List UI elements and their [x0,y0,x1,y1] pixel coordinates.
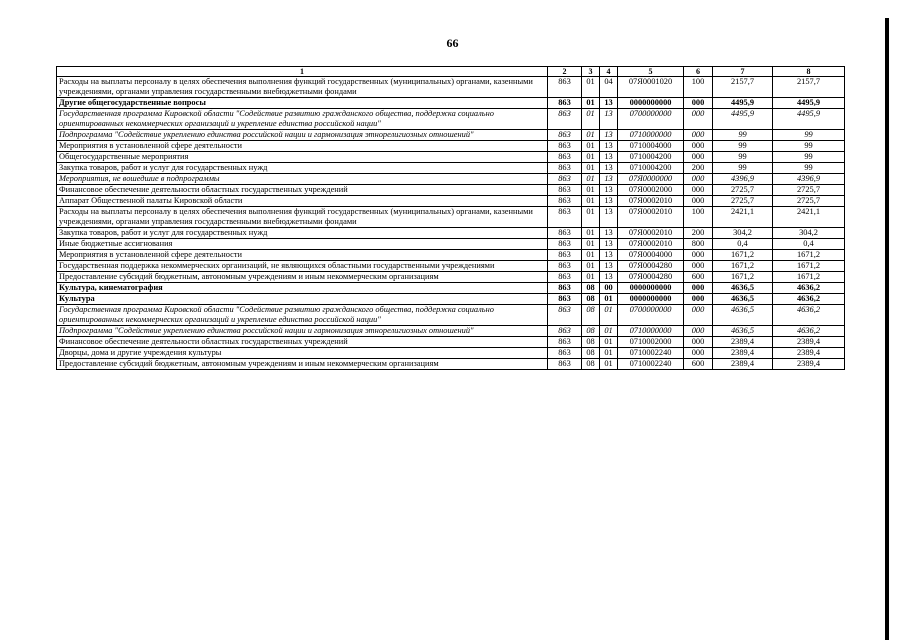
row-expense-type: 000 [684,174,713,185]
table-row [57,185,845,196]
row-admin-code: 863 [548,272,582,283]
row-subsection: 01 [600,305,618,326]
row-target-code: 0000000000 [618,283,684,294]
row-target-code: 07Я0004000 [618,250,684,261]
row-section: 08 [582,283,600,294]
row-expense-type: 200 [684,228,713,239]
row-name: Мероприятия, не вошедшие в подпрограммы [57,174,548,185]
row-expense-type: 200 [684,163,713,174]
row-amount-1: 0,4 [713,239,773,250]
row-subsection: 13 [600,239,618,250]
row-admin-code: 863 [548,185,582,196]
row-target-code: 07Я0002010 [618,228,684,239]
table-row [57,283,845,294]
row-admin-code: 863 [548,109,582,130]
row-amount-1: 2389,4 [713,359,773,370]
row-subsection: 01 [600,326,618,337]
row-amount-2: 4396,9 [773,174,845,185]
row-amount-2: 4636,2 [773,326,845,337]
row-subsection: 13 [600,152,618,163]
row-target-code: 0710002240 [618,359,684,370]
row-admin-code: 863 [548,337,582,348]
row-name: Мероприятия в установленной сфере деятельности [57,141,548,152]
row-name: Культура [57,294,548,305]
row-amount-2: 99 [773,141,845,152]
row-amount-1: 4495,9 [713,109,773,130]
row-admin-code: 863 [548,228,582,239]
table-row [57,326,845,337]
row-amount-2: 2389,4 [773,337,845,348]
row-admin-code: 863 [548,130,582,141]
row-section: 08 [582,294,600,305]
row-expense-type: 000 [684,305,713,326]
row-section: 01 [582,250,600,261]
table-row [57,239,845,250]
row-target-code: 0710002000 [618,337,684,348]
row-name: Закупка товаров, работ и услуг для государственных нужд [57,228,548,239]
row-expense-type: 000 [684,261,713,272]
row-target-code: 07Я0002010 [618,196,684,207]
row-amount-1: 1671,2 [713,250,773,261]
row-name: Расходы на выплаты персоналу в целях обеспечения выполнения функций государственных (муниципальных) органами, казенными учреждениями, органами управления государственными внебюджетными фондами [57,207,548,228]
row-name: Аппарат Общественной палаты Кировской области [57,196,548,207]
header-col-8: 8 [773,67,845,77]
row-admin-code: 863 [548,239,582,250]
row-section: 01 [582,196,600,207]
row-amount-2: 4636,2 [773,283,845,294]
row-section: 08 [582,359,600,370]
header-col-1: 1 [57,67,548,77]
row-amount-1: 4636,5 [713,305,773,326]
table-row [57,163,845,174]
row-amount-1: 2725,7 [713,196,773,207]
table-body [57,77,845,370]
row-section: 01 [582,152,600,163]
row-amount-1: 304,2 [713,228,773,239]
row-admin-code: 863 [548,152,582,163]
row-name: Подпрограмма "Содействие укреплению единства российской нации и гармонизация этнорелигиозных отношений" [57,130,548,141]
row-expense-type: 000 [684,348,713,359]
row-expense-type: 000 [684,250,713,261]
row-name: Подпрограмма "Содействие укреплению единства российской нации и гармонизация этнорелигиозных отношений" [57,326,548,337]
row-admin-code: 863 [548,348,582,359]
row-admin-code: 863 [548,305,582,326]
row-admin-code: 863 [548,294,582,305]
row-amount-2: 0,4 [773,239,845,250]
row-subsection: 13 [600,261,618,272]
row-amount-1: 99 [713,130,773,141]
row-expense-type: 000 [684,141,713,152]
row-section: 01 [582,163,600,174]
row-section: 01 [582,261,600,272]
row-expense-type: 800 [684,239,713,250]
row-subsection: 13 [600,250,618,261]
row-section: 01 [582,228,600,239]
row-section: 01 [582,130,600,141]
header-col-3: 3 [582,67,600,77]
row-expense-type: 600 [684,359,713,370]
table-row [57,130,845,141]
row-section: 01 [582,272,600,283]
row-subsection: 13 [600,141,618,152]
row-target-code: 0710000000 [618,130,684,141]
row-amount-2: 99 [773,152,845,163]
row-admin-code: 863 [548,261,582,272]
row-admin-code: 863 [548,326,582,337]
page-edge-rule [885,18,889,640]
table-row [57,174,845,185]
table-row [57,305,845,326]
row-subsection: 13 [600,196,618,207]
row-name: Расходы на выплаты персоналу в целях обеспечения выполнения функций государственных (муниципальных) органами, казенными учреждениями, органами управления государственными внебюджетными фондами [57,77,548,98]
row-target-code: 0710004200 [618,152,684,163]
table-row [57,337,845,348]
row-subsection: 13 [600,130,618,141]
row-admin-code: 863 [548,283,582,294]
row-name: Общегосударственные мероприятия [57,152,548,163]
budget-table [56,66,845,370]
row-subsection: 01 [600,294,618,305]
row-target-code: 07Я0004280 [618,261,684,272]
row-amount-2: 2725,7 [773,196,845,207]
header-col-4: 4 [600,67,618,77]
row-amount-2: 99 [773,163,845,174]
row-subsection: 04 [600,77,618,98]
row-section: 08 [582,305,600,326]
row-section: 01 [582,174,600,185]
row-amount-2: 2389,4 [773,359,845,370]
row-subsection: 13 [600,207,618,228]
row-amount-1: 2389,4 [713,348,773,359]
row-expense-type: 000 [684,283,713,294]
row-amount-2: 1671,2 [773,250,845,261]
table-row [57,359,845,370]
page-number: 66 [446,36,459,50]
table-row [57,228,845,239]
row-amount-2: 4495,9 [773,109,845,130]
row-name: Государственная программа Кировской области "Содействие развитию гражданского общества, поддержка социально ориентированных некоммерческих организаций и укрепление единства российской нации" [57,109,548,130]
row-section: 01 [582,98,600,109]
row-target-code: 07Я0002010 [618,239,684,250]
row-expense-type: 000 [684,130,713,141]
header-col-7: 7 [713,67,773,77]
row-subsection: 13 [600,98,618,109]
table-header-row [57,67,845,77]
row-section: 01 [582,77,600,98]
table-row [57,207,845,228]
row-expense-type: 000 [684,326,713,337]
row-amount-2: 2421,1 [773,207,845,228]
table-row [57,348,845,359]
row-section: 01 [582,109,600,130]
row-admin-code: 863 [548,250,582,261]
row-amount-1: 4636,5 [713,294,773,305]
row-section: 01 [582,207,600,228]
row-target-code: 07Я0002010 [618,207,684,228]
header-col-5: 5 [618,67,684,77]
row-name: Дворцы, дома и другие учреждения культуры [57,348,548,359]
row-target-code: 0700000000 [618,109,684,130]
row-amount-1: 4495,9 [713,98,773,109]
row-subsection: 13 [600,272,618,283]
row-subsection: 00 [600,283,618,294]
row-subsection: 13 [600,163,618,174]
table-row [57,294,845,305]
row-amount-2: 1671,2 [773,261,845,272]
header-col-6: 6 [684,67,713,77]
row-amount-1: 4636,5 [713,326,773,337]
row-section: 01 [582,185,600,196]
row-expense-type: 000 [684,98,713,109]
row-subsection: 13 [600,109,618,130]
row-subsection: 01 [600,348,618,359]
row-amount-2: 2157,7 [773,77,845,98]
row-name: Государственная поддержка некоммерческих организаций, не являющихся областными государственными учреждениями [57,261,548,272]
table-row [57,152,845,163]
row-name: Другие общегосударственные вопросы [57,98,548,109]
row-name: Финансовое обеспечение деятельности областных государственных учреждений [57,185,548,196]
table-row [57,141,845,152]
row-subsection: 13 [600,185,618,196]
row-expense-type: 000 [684,196,713,207]
row-target-code: 0000000000 [618,294,684,305]
row-name: Финансовое обеспечение деятельности областных государственных учреждений [57,337,548,348]
row-target-code: 0710004000 [618,141,684,152]
row-section: 08 [582,337,600,348]
row-expense-type: 000 [684,152,713,163]
row-amount-2: 304,2 [773,228,845,239]
row-amount-2: 4636,2 [773,305,845,326]
row-amount-1: 2389,4 [713,337,773,348]
row-target-code: 07Я0001020 [618,77,684,98]
row-amount-1: 4396,9 [713,174,773,185]
row-name: Мероприятия в установленной сфере деятельности [57,250,548,261]
row-amount-1: 2421,1 [713,207,773,228]
row-expense-type: 000 [684,337,713,348]
row-admin-code: 863 [548,359,582,370]
row-amount-2: 99 [773,130,845,141]
row-admin-code: 863 [548,77,582,98]
table-row [57,109,845,130]
row-admin-code: 863 [548,174,582,185]
row-admin-code: 863 [548,141,582,152]
table-row [57,196,845,207]
row-target-code: 07Я0004280 [618,272,684,283]
row-admin-code: 863 [548,196,582,207]
row-amount-1: 99 [713,163,773,174]
row-subsection: 13 [600,174,618,185]
row-target-code: 07Я0000000 [618,174,684,185]
row-expense-type: 100 [684,207,713,228]
row-amount-1: 99 [713,141,773,152]
row-target-code: 0710000000 [618,326,684,337]
row-admin-code: 863 [548,163,582,174]
row-amount-1: 1671,2 [713,261,773,272]
row-amount-1: 2157,7 [713,77,773,98]
table-row [57,261,845,272]
row-name: Закупка товаров, работ и услуг для государственных нужд [57,163,548,174]
row-target-code: 0710004200 [618,163,684,174]
row-target-code: 0710002240 [618,348,684,359]
row-expense-type: 600 [684,272,713,283]
row-amount-1: 1671,2 [713,272,773,283]
row-amount-1: 99 [713,152,773,163]
row-expense-type: 000 [684,109,713,130]
row-amount-2: 2725,7 [773,185,845,196]
row-amount-2: 4636,2 [773,294,845,305]
table-row [57,98,845,109]
row-amount-2: 1671,2 [773,272,845,283]
row-section: 08 [582,326,600,337]
row-section: 08 [582,348,600,359]
table-row [57,250,845,261]
header-col-2: 2 [548,67,582,77]
row-expense-type: 000 [684,185,713,196]
row-amount-1: 4636,5 [713,283,773,294]
row-expense-type: 000 [684,294,713,305]
row-name: Иные бюджетные ассигнования [57,239,548,250]
row-target-code: 0700000000 [618,305,684,326]
row-expense-type: 100 [684,77,713,98]
row-section: 01 [582,141,600,152]
row-name: Предоставление субсидий бюджетным, автономным учреждениям и иным некоммерческим организациям [57,359,548,370]
row-amount-2: 2389,4 [773,348,845,359]
row-subsection: 13 [600,228,618,239]
table-row [57,272,845,283]
row-name: Государственная программа Кировской области "Содействие развитию гражданского общества, поддержка социально ориентированных некоммерческих организаций и укрепление единства российской нации" [57,305,548,326]
row-admin-code: 863 [548,207,582,228]
row-subsection: 01 [600,359,618,370]
row-target-code: 0000000000 [618,98,684,109]
row-amount-1: 2725,7 [713,185,773,196]
row-admin-code: 863 [548,98,582,109]
table-row [57,77,845,98]
row-amount-2: 4495,9 [773,98,845,109]
row-target-code: 07Я0002000 [618,185,684,196]
row-name: Предоставление субсидий бюджетным, автономным учреждениям и иным некоммерческим организациям [57,272,548,283]
row-subsection: 01 [600,337,618,348]
row-name: Культура, кинематография [57,283,548,294]
row-section: 01 [582,239,600,250]
